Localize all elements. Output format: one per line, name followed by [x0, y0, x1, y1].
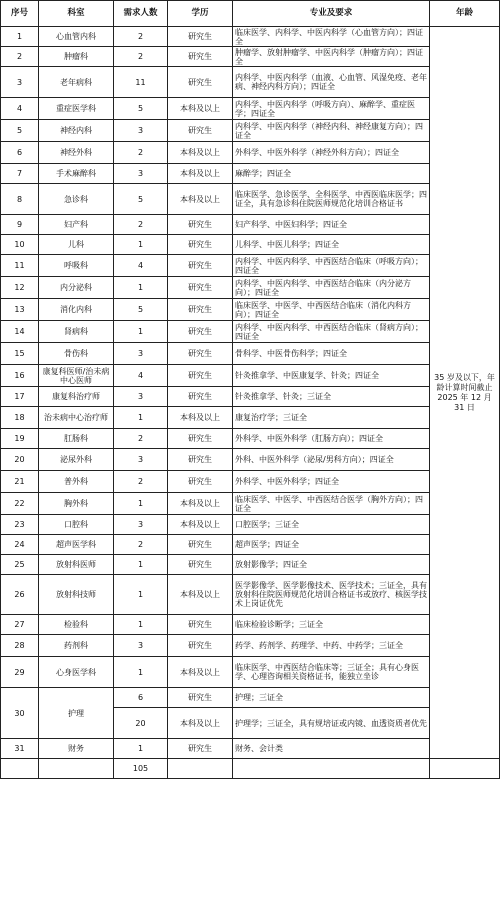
- cell-edu: [168, 759, 233, 779]
- table-row: [1, 535, 500, 555]
- cell-count: 3: [114, 120, 168, 142]
- cell-dept: 消化内科: [39, 299, 114, 321]
- cell-count: 1: [114, 555, 168, 575]
- cell-dept: 内分泌科: [39, 277, 114, 299]
- cell-edu: 本科及以上: [168, 493, 233, 515]
- cell-edu: 研究生: [168, 277, 233, 299]
- cell-edu: 研究生: [168, 471, 233, 493]
- header-age: 年龄: [430, 1, 500, 27]
- cell-dept: 肿瘤科: [39, 47, 114, 67]
- cell-count: 2: [114, 471, 168, 493]
- cell-no: 13: [1, 299, 39, 321]
- cell-major: 儿科学、中医儿科学；四证全: [233, 235, 430, 255]
- cell-no: 5: [1, 120, 39, 142]
- cell-edu: 研究生: [168, 429, 233, 449]
- cell-no: 18: [1, 407, 39, 429]
- cell-dept: 神经内科: [39, 120, 114, 142]
- cell-dept: 肛肠科: [39, 429, 114, 449]
- header-count: 需求人数: [114, 1, 168, 27]
- table-row: [1, 657, 500, 688]
- cell-major: 外科学、中医外科学；四证全: [233, 471, 430, 493]
- cell-major: 口腔医学；三证全: [233, 515, 430, 535]
- cell-count: 2: [114, 215, 168, 235]
- cell-dept: 呼吸科: [39, 255, 114, 277]
- cell-count: 3: [114, 635, 168, 657]
- cell-edu: 本科及以上: [168, 407, 233, 429]
- cell-no: 1: [1, 27, 39, 47]
- cell-edu: 研究生: [168, 255, 233, 277]
- cell-dept: 财务: [39, 739, 114, 759]
- cell-dept: 重症医学科: [39, 98, 114, 120]
- cell-no: 28: [1, 635, 39, 657]
- table-row: [1, 321, 500, 343]
- cell-major: 放射影像学；四证全: [233, 555, 430, 575]
- cell-no: 29: [1, 657, 39, 688]
- cell-no: 4: [1, 98, 39, 120]
- cell-no: 30: [1, 688, 39, 739]
- cell-major: 临床医学、中医学、中西医结合临床（消化内科方向）；四证全: [233, 299, 430, 321]
- header-no: 序号: [1, 1, 39, 27]
- cell-major: 外科学、中医外科学（肛肠方向）；四证全: [233, 429, 430, 449]
- header-row: [1, 1, 500, 27]
- cell-count: 2: [114, 27, 168, 47]
- table-row: [1, 98, 500, 120]
- cell-major: 药学、药剂学、药理学、中药、中药学；三证全: [233, 635, 430, 657]
- cell-major: [233, 759, 430, 779]
- cell-edu: 研究生: [168, 387, 233, 407]
- cell-no: 19: [1, 429, 39, 449]
- cell-major: 医学影像学、医学影像技术、医学技术；三证全，具有放射科住院医师规范化培训合格证书或放疗、核医学技术上岗证优先: [233, 575, 430, 615]
- cell-major: 护理学；三证全，具有规培证或内镜、血透资质者优先: [233, 708, 430, 739]
- cell-major: 内科学、中医内科学（血液、心血管、风湿免疫、老年病、神经内科方向）；四证全: [233, 67, 430, 98]
- cell-dept: 护理: [39, 688, 114, 739]
- cell-edu: 研究生: [168, 343, 233, 365]
- cell-no: [1, 759, 39, 779]
- table-row: [1, 575, 500, 615]
- table-row: [1, 235, 500, 255]
- cell-dept: 超声医学科: [39, 535, 114, 555]
- cell-no: 24: [1, 535, 39, 555]
- cell-edu: 研究生: [168, 215, 233, 235]
- table-row: [1, 142, 500, 164]
- cell-count: 5: [114, 98, 168, 120]
- cell-major: 麻醉学；四证全: [233, 164, 430, 184]
- cell-no: 22: [1, 493, 39, 515]
- cell-dept: 康复科治疗师: [39, 387, 114, 407]
- cell-no: 3: [1, 67, 39, 98]
- header-dept: 科室: [39, 1, 114, 27]
- cell-no: 2: [1, 47, 39, 67]
- cell-age-empty: [430, 759, 500, 779]
- table-row: [1, 277, 500, 299]
- total-count: 105: [114, 759, 168, 779]
- cell-dept: 放射科医师: [39, 555, 114, 575]
- cell-count: 1: [114, 615, 168, 635]
- cell-edu: 本科及以上: [168, 708, 233, 739]
- cell-dept: 胸外科: [39, 493, 114, 515]
- cell-edu: 研究生: [168, 739, 233, 759]
- cell-no: 14: [1, 321, 39, 343]
- cell-count: 1: [114, 235, 168, 255]
- table-row: [1, 255, 500, 277]
- cell-major: 外科、中医外科学（泌尿/男科方向）；四证全: [233, 449, 430, 471]
- cell-major: 临床医学、中医学、中西医结合医学（胸外方向）；四证全: [233, 493, 430, 515]
- cell-no: 10: [1, 235, 39, 255]
- cell-major: 临床医学、内科学、中医内科学（心血管方向）；四证全: [233, 27, 430, 47]
- cell-count: 3: [114, 164, 168, 184]
- cell-dept: 心身医学科: [39, 657, 114, 688]
- cell-count: 2: [114, 47, 168, 67]
- cell-count: 5: [114, 299, 168, 321]
- cell-count: 1: [114, 657, 168, 688]
- cell-edu: 研究生: [168, 635, 233, 657]
- cell-count: 3: [114, 343, 168, 365]
- total-row: [1, 759, 500, 779]
- cell-count: 2: [114, 142, 168, 164]
- cell-edu: 研究生: [168, 67, 233, 98]
- cell-dept: 急诊科: [39, 184, 114, 215]
- cell-major: 内科学、中医内科学、中西医结合临床（内分泌方向）；四证全: [233, 277, 430, 299]
- cell-count: 1: [114, 575, 168, 615]
- cell-major: 外科学、中医外科学（神经外科方向）；四证全: [233, 142, 430, 164]
- table-row: [1, 299, 500, 321]
- table-row: [1, 688, 500, 708]
- cell-edu: 本科及以上: [168, 657, 233, 688]
- cell-count: 4: [114, 255, 168, 277]
- cell-dept: 放射科技师: [39, 575, 114, 615]
- table-row: [1, 67, 500, 98]
- cell-edu: 本科及以上: [168, 515, 233, 535]
- header-edu: 学历: [168, 1, 233, 27]
- table-row: [1, 47, 500, 67]
- cell-no: 21: [1, 471, 39, 493]
- cell-edu: 研究生: [168, 615, 233, 635]
- cell-dept: [39, 759, 114, 779]
- cell-major: 内科学、中医内科学（呼吸方向）、麻醉学、重症医学；四证全: [233, 98, 430, 120]
- cell-no: 15: [1, 343, 39, 365]
- cell-dept: 治未病中心治疗师: [39, 407, 114, 429]
- cell-edu: 研究生: [168, 449, 233, 471]
- cell-major: 财务、会计类: [233, 739, 430, 759]
- cell-edu: 研究生: [168, 120, 233, 142]
- cell-count: 3: [114, 515, 168, 535]
- cell-count: 6: [114, 688, 168, 708]
- cell-count: 3: [114, 449, 168, 471]
- cell-major: 针灸推拿学、中医康复学、针灸；四证全: [233, 365, 430, 387]
- cell-count: 11: [114, 67, 168, 98]
- cell-no: 31: [1, 739, 39, 759]
- cell-major: 临床医学、中西医结合临床等；三证全；具有心身医学、心理咨询相关资格证书，能独立坐诊: [233, 657, 430, 688]
- cell-edu: 研究生: [168, 555, 233, 575]
- cell-dept: 妇产科: [39, 215, 114, 235]
- cell-no: 7: [1, 164, 39, 184]
- table-row: [1, 164, 500, 184]
- cell-dept: 普外科: [39, 471, 114, 493]
- cell-count: 1: [114, 321, 168, 343]
- cell-dept: 老年病科: [39, 67, 114, 98]
- cell-edu: 研究生: [168, 27, 233, 47]
- cell-no: 25: [1, 555, 39, 575]
- cell-dept: 药剂科: [39, 635, 114, 657]
- cell-no: 26: [1, 575, 39, 615]
- cell-major: 临床检验诊断学；三证全: [233, 615, 430, 635]
- cell-count: 1: [114, 739, 168, 759]
- cell-no: 23: [1, 515, 39, 535]
- cell-edu: 本科及以上: [168, 98, 233, 120]
- cell-count: 1: [114, 493, 168, 515]
- age-requirement: 35 岁及以下，年龄计算时间截止 2025 年 12 月 31 日: [430, 27, 500, 759]
- cell-dept: 康复科医师/治未病中心医师: [39, 365, 114, 387]
- cell-count: 2: [114, 429, 168, 449]
- cell-count: 1: [114, 407, 168, 429]
- table-row: [1, 429, 500, 449]
- cell-major: 护理；三证全: [233, 688, 430, 708]
- header-major: 专业及要求: [233, 1, 430, 27]
- cell-no: 6: [1, 142, 39, 164]
- cell-edu: 研究生: [168, 321, 233, 343]
- table-row: [1, 343, 500, 365]
- cell-dept: 骨伤科: [39, 343, 114, 365]
- table-row: [1, 615, 500, 635]
- table-row: [1, 27, 500, 47]
- table-row: [1, 215, 500, 235]
- cell-edu: 本科及以上: [168, 142, 233, 164]
- cell-no: 9: [1, 215, 39, 235]
- cell-major: 超声医学；四证全: [233, 535, 430, 555]
- table-row: [1, 515, 500, 535]
- cell-dept: 神经外科: [39, 142, 114, 164]
- table-row: [1, 449, 500, 471]
- cell-major: 内科学、中医内科学（神经内科、神经康复方向）；四证全: [233, 120, 430, 142]
- cell-dept: 儿科: [39, 235, 114, 255]
- cell-dept: 手术麻醉科: [39, 164, 114, 184]
- table-row: [1, 365, 500, 387]
- table-row: [1, 635, 500, 657]
- cell-no: 16: [1, 365, 39, 387]
- cell-no: 27: [1, 615, 39, 635]
- cell-count: 3: [114, 387, 168, 407]
- cell-edu: 本科及以上: [168, 164, 233, 184]
- cell-count: 1: [114, 277, 168, 299]
- cell-edu: 本科及以上: [168, 575, 233, 615]
- cell-edu: 研究生: [168, 365, 233, 387]
- cell-no: 12: [1, 277, 39, 299]
- cell-major: 内科学、中医内科学、中西医结合临床（呼吸方向）；四证全: [233, 255, 430, 277]
- cell-edu: 研究生: [168, 299, 233, 321]
- cell-major: 肿瘤学、放射肿瘤学、中医内科学（肿瘤方向）；四证全: [233, 47, 430, 67]
- cell-no: 20: [1, 449, 39, 471]
- cell-dept: 检验科: [39, 615, 114, 635]
- cell-no: 17: [1, 387, 39, 407]
- cell-dept: 泌尿外科: [39, 449, 114, 471]
- cell-no: 8: [1, 184, 39, 215]
- cell-edu: 本科及以上: [168, 184, 233, 215]
- table-row: [1, 184, 500, 215]
- cell-no: 11: [1, 255, 39, 277]
- table-row: [1, 407, 500, 429]
- cell-major: 临床医学、急诊医学、全科医学、中西医临床医学；四证全，具有急诊科住院医师规范化培训合格证书: [233, 184, 430, 215]
- cell-count: 20: [114, 708, 168, 739]
- cell-major: 妇产科学、中医妇科学；四证全: [233, 215, 430, 235]
- cell-major: 骨科学、中医骨伤科学；四证全: [233, 343, 430, 365]
- cell-edu: 研究生: [168, 688, 233, 708]
- table-row: [1, 387, 500, 407]
- table-row: [1, 555, 500, 575]
- cell-count: 2: [114, 535, 168, 555]
- cell-count: 5: [114, 184, 168, 215]
- cell-dept: 肾病科: [39, 321, 114, 343]
- table-row: [1, 120, 500, 142]
- table-row: [1, 739, 500, 759]
- cell-edu: 研究生: [168, 47, 233, 67]
- cell-count: 4: [114, 365, 168, 387]
- cell-edu: 研究生: [168, 535, 233, 555]
- cell-major: 康复治疗学；三证全: [233, 407, 430, 429]
- cell-major: 针灸推拿学、针灸；三证全: [233, 387, 430, 407]
- cell-major: 内科学、中医内科学、中西医结合临床（肾病方向）；四证全: [233, 321, 430, 343]
- table-row: [1, 471, 500, 493]
- table-row: [1, 493, 500, 515]
- cell-dept: 心血管内科: [39, 27, 114, 47]
- cell-edu: 研究生: [168, 235, 233, 255]
- cell-dept: 口腔科: [39, 515, 114, 535]
